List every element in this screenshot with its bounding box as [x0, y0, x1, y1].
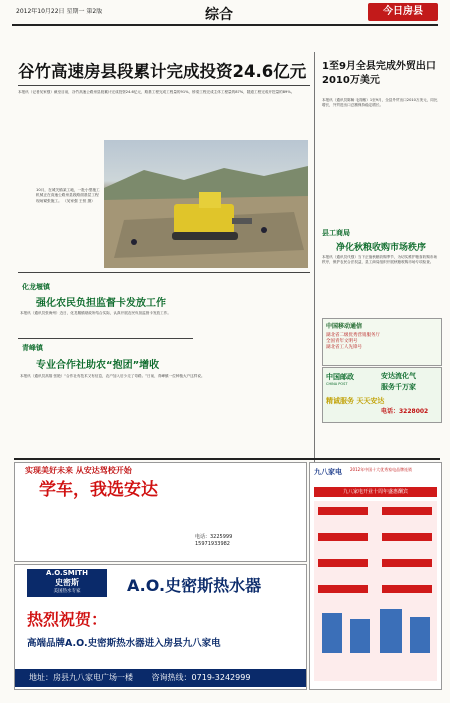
peasant-headline: 强化农民负担监督卡发放工作: [36, 298, 166, 309]
issue-weekday: 星期一: [66, 8, 85, 15]
newspaper-logo: [368, 3, 438, 21]
issue-page: 第2版: [86, 8, 103, 15]
mobile-ad-line2: 全国青年文明号: [326, 339, 358, 344]
grain-headline: 净化秋粮收购市场秩序: [336, 243, 427, 253]
peasant-kicker: 化龙堰镇: [22, 283, 50, 291]
ao-logo-box: [27, 569, 107, 597]
school-ad-tel: 电话：3225999: [195, 534, 233, 540]
jiuba-slogan: 2012年中国十大优秀家电品牌连锁: [350, 467, 413, 472]
school-ad-headline: 学车，我选安达: [39, 480, 158, 500]
lead-article-body: [18, 90, 310, 132]
grain-body-text: 本报讯（通讯员代强）当下正值秋粮收购季节，为切实维护粮食收购市场秩序，保护农民合法权益，县工商局组织开展秋粮收购市场专项检查。: [322, 255, 437, 265]
coop-body-text: 本报讯（通讯员高翔 张艳）“合作社有技术又有信息，农户加入后少走了弯路。”日前，青峰镇一位种植大户这样说。: [20, 374, 205, 378]
construction-scene-image: [104, 140, 308, 268]
coop-kicker: 青峰镇: [22, 344, 43, 352]
post-ad-line2: 服务千万家: [381, 383, 416, 391]
logo-text: 今日房县: [383, 6, 423, 17]
section-title: 综合: [205, 7, 233, 23]
jiuba-banner: 九八家电开业十周年盛惠酬宾: [314, 487, 437, 497]
trade-body-text: 本报讯（通讯员陈畅 毛翔敏）1至9月，全县外贸出口2010万美元，同比增长，外贸进出口总额保持稳定增长。: [322, 98, 438, 108]
ao-logo-en: A.O.SMITH: [46, 569, 88, 577]
ao-address: 地址：房县九八家电广场一楼: [29, 673, 133, 682]
lead-photo: [104, 140, 308, 268]
jiuba-brand: 九八家电: [314, 468, 342, 476]
ao-ad-title: A.O.史密斯热水器: [127, 576, 262, 595]
school-ad-mobile: 15971933982: [195, 541, 230, 547]
peasant-body-text: 本报讯（通讯员张海州）近日，化龙堰镇财政所结合实际，认真开展农民负担监督卡发放工作。: [20, 311, 171, 315]
grain-kicker: 县工商局: [322, 229, 350, 237]
ao-smith-ad[interactable]: [14, 564, 307, 690]
peasant-article-body: [20, 311, 190, 335]
ao-logo-tag: 美国热水专家: [53, 589, 81, 594]
ao-congrats: 热烈祝贺：: [27, 610, 108, 629]
photo-caption-text: 10月，在城关镇某工地，一批小型施工机械正在高速公路房县段路面基层工程现场紧张施工。: [36, 188, 100, 203]
post-logo: 中国邮政: [326, 373, 354, 381]
ao-slogan: 高端品牌A.O.史密斯热水器进入房县九八家电: [27, 638, 221, 649]
trade-headline: 1至9月全县完成外贸出口2010万美元: [322, 61, 436, 86]
driving-school-ad[interactable]: [14, 462, 307, 562]
lead-headline: 谷竹高速房县段累计完成投资24.6亿元: [18, 62, 307, 81]
school-ad-title: 实现美好未来 从安达驾校开始: [25, 466, 132, 475]
post-ad-line3: 精诚服务 天天安达: [326, 397, 385, 405]
mobile-ad-title: 中国移动通信: [326, 323, 363, 330]
lead-body-text: 本报讯（记者吴家强）截至目前，谷竹高速公路房县段累计完成投资24.6亿元，路基工程完成工程量的91%，桥梁工程完成主体工程量的87%，隧道工程完成开挖量的89%。: [18, 90, 295, 94]
post-ad-line1: 安达流化气: [381, 372, 416, 380]
jiuba-appliance-ad[interactable]: [309, 462, 442, 690]
masthead: [0, 0, 450, 50]
mobile-ad[interactable]: [322, 318, 442, 366]
post-ad-tel: 电话：3228002: [381, 408, 429, 415]
photo-caption: [36, 188, 102, 244]
post-logo-sub: CHINA POST: [326, 382, 348, 386]
trade-article-body: [322, 98, 440, 223]
ao-footer: [15, 669, 306, 687]
photo-credit: （吴家强 王恒 摄）: [63, 198, 95, 203]
post-ad[interactable]: [322, 367, 442, 423]
coop-headline: 专业合作社助农“抱团”增收: [36, 360, 160, 371]
mobile-ad-line1: 湖北省二级优秀营销服务厅: [326, 333, 380, 338]
mobile-ad-line3: 湖北省工人先锋号: [326, 345, 362, 350]
appliance-grid-graphic: [314, 501, 437, 681]
ao-hotline: 咨询热线：0719-3242999: [151, 673, 251, 682]
coop-article-body: [20, 374, 310, 452]
grain-article-body: [322, 255, 440, 315]
issue-date: 2012年10月22日: [16, 8, 65, 15]
ao-logo-cn: 史密斯: [55, 578, 79, 587]
